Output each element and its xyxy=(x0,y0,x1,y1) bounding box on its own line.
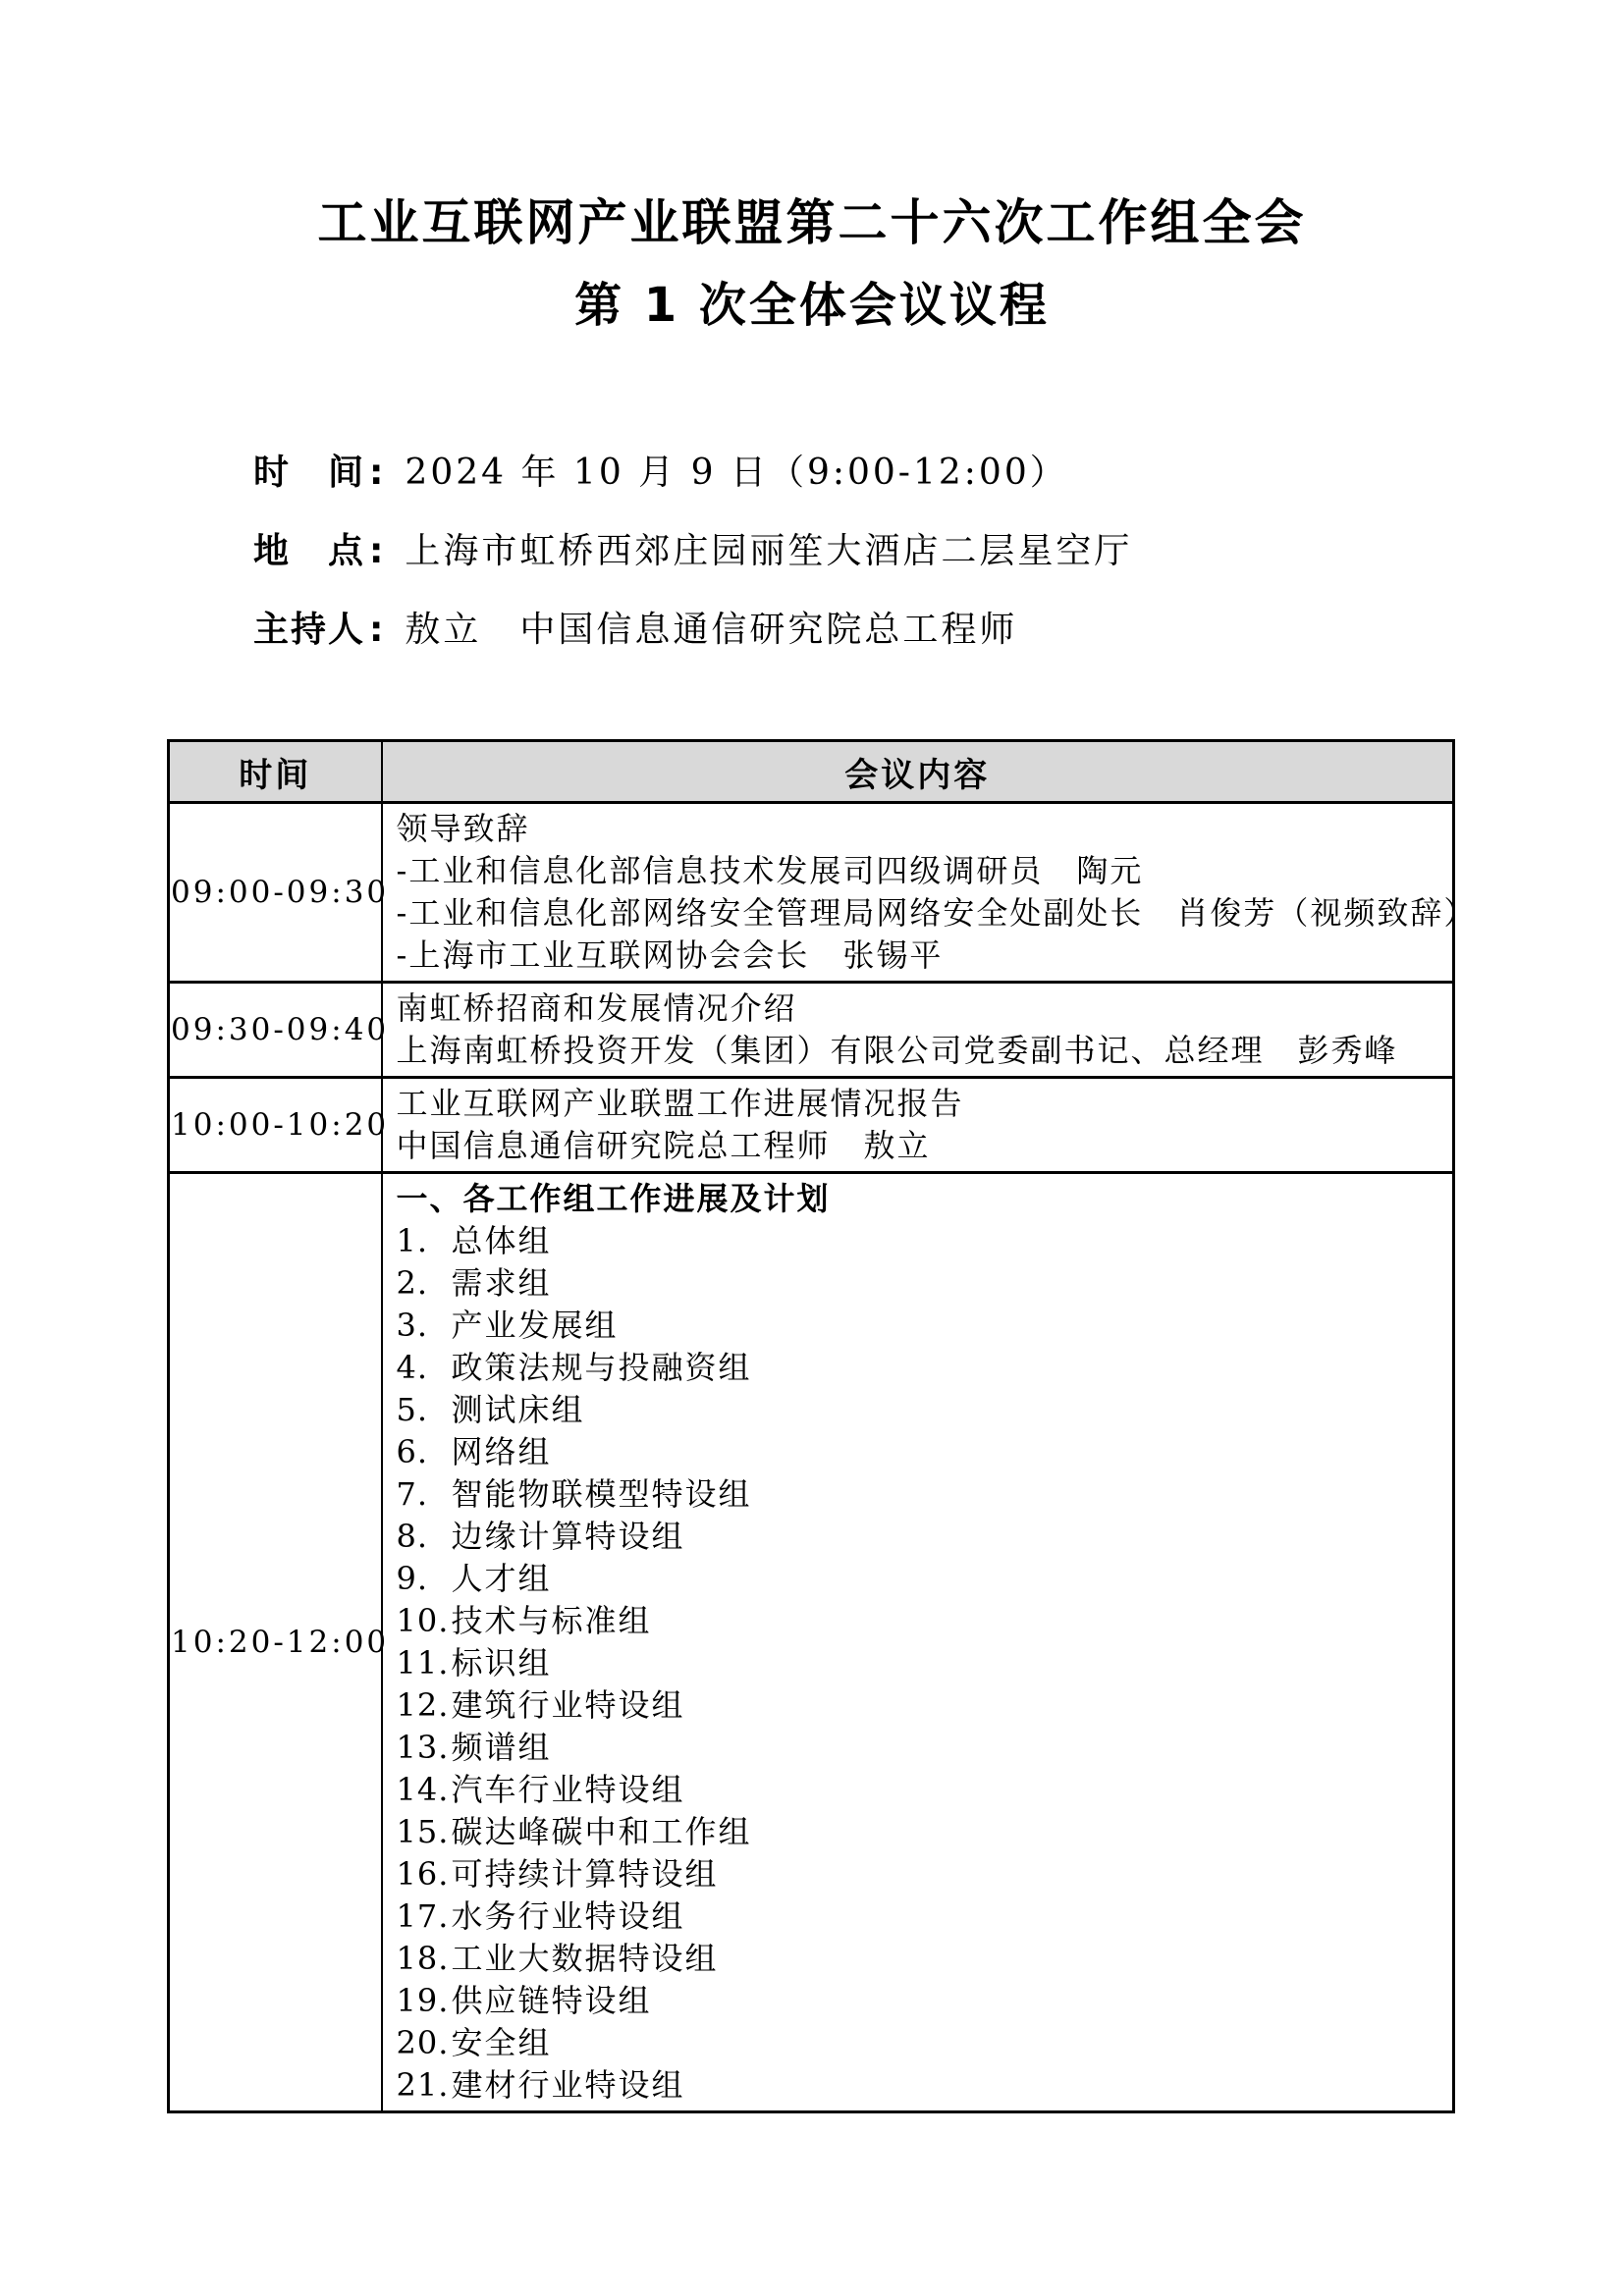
list-item xyxy=(397,1853,1443,1896)
meeting-info xyxy=(253,450,1132,685)
info-label-time: 时 间 xyxy=(253,453,366,493)
agenda-body xyxy=(169,803,1478,2112)
content-line: 工业互联网产业联盟工作进展情况报告 xyxy=(396,1085,964,1122)
list-item-number: 2. xyxy=(396,1264,429,1302)
document-title xyxy=(0,192,1624,334)
list-item-text: 供应链特设组 xyxy=(451,1982,652,2019)
time-cell: 09:00-09:30 xyxy=(169,803,382,983)
list-item-text: 安全组 xyxy=(451,2024,552,2061)
list-item-text: 水务行业特设组 xyxy=(451,1897,685,1935)
list-item-text: 建筑行业特设组 xyxy=(451,1686,685,1724)
list-item xyxy=(397,1811,1443,1853)
info-row-venue xyxy=(253,528,1132,575)
list-item xyxy=(397,1431,1443,1473)
info-label-venue: 地 点 xyxy=(253,531,366,571)
list-item xyxy=(397,1600,1443,1642)
list-item xyxy=(397,2064,1443,2107)
header-time: 时间 xyxy=(169,741,382,803)
list-item xyxy=(397,1516,1443,1558)
list-item-text: 网络组 xyxy=(451,1433,552,1470)
info-value-time: 2024 年 10 月 9 日（9:00-12:00） xyxy=(405,453,1068,493)
list-item xyxy=(397,2022,1443,2064)
list-item-number: 6. xyxy=(396,1433,429,1470)
list-item-number: 20. xyxy=(396,2024,450,2061)
content-line: -工业和信息化部网络安全管理局网络安全处副处长 肖俊芳（视频致辞） xyxy=(396,894,1478,932)
content-line: 南虹桥招商和发展情况介绍 xyxy=(396,989,797,1027)
list-item-number: 18. xyxy=(396,1940,450,1977)
info-colon-host: : xyxy=(369,610,384,650)
list-item-number: 17. xyxy=(396,1897,450,1935)
list-item xyxy=(397,1980,1443,2022)
content-line: -上海市工业互联网协会会长 张锡平 xyxy=(396,936,944,974)
list-item-text: 智能物联模型特设组 xyxy=(451,1475,752,1513)
list-item xyxy=(397,1473,1443,1516)
content-cell xyxy=(382,1173,1454,2112)
list-item-text: 边缘计算特设组 xyxy=(451,1518,685,1555)
content-cell xyxy=(382,1078,1454,1173)
agenda-row xyxy=(169,1078,1454,1173)
list-item xyxy=(397,1727,1443,1769)
list-item xyxy=(397,1896,1443,1938)
agenda-header-row xyxy=(169,741,1454,803)
content-line: 上海南虹桥投资开发（集团）有限公司党委副书记、总经理 彭秀峰 xyxy=(396,1032,1398,1069)
content-line: -工业和信息化部信息技术发展司四级调研员 陶元 xyxy=(396,852,1144,889)
title-line-2: 第 1 次全体会议议程 xyxy=(574,278,1050,333)
time-cell: 10:20-12:00 xyxy=(169,1173,382,2112)
time-cell: 10:00-10:20 xyxy=(169,1078,382,1173)
list-item-number: 4. xyxy=(396,1349,429,1386)
list-item-text: 产业发展组 xyxy=(451,1307,619,1344)
agenda-row xyxy=(169,1173,1454,2112)
list-item-text: 建材行业特设组 xyxy=(451,2066,685,2104)
list-item-number: 10. xyxy=(396,1602,450,1639)
list-item-text: 技术与标准组 xyxy=(451,1602,652,1639)
list-item-text: 总体组 xyxy=(451,1222,552,1259)
list-item-text: 工业大数据特设组 xyxy=(451,1940,719,1977)
content-line: 中国信息通信研究院总工程师 敖立 xyxy=(396,1127,931,1164)
list-item-number: 8. xyxy=(396,1518,429,1555)
section-heading: 一、各工作组工作进展及计划 xyxy=(396,1180,831,1217)
list-item-number: 9. xyxy=(396,1560,429,1597)
content-cell xyxy=(382,803,1478,983)
list-item xyxy=(397,1642,1443,1684)
list-item xyxy=(397,1769,1443,1811)
list-item xyxy=(397,1684,1443,1727)
list-item-number: 12. xyxy=(396,1686,450,1724)
list-item-number: 11. xyxy=(396,1644,450,1682)
info-row-time xyxy=(253,450,1132,497)
list-item-text: 人才组 xyxy=(451,1560,552,1597)
list-item-text: 碳达峰碳中和工作组 xyxy=(451,1813,752,1850)
list-item-number: 19. xyxy=(396,1982,450,2019)
list-item-text: 汽车行业特设组 xyxy=(451,1771,685,1808)
list-item-number: 21. xyxy=(396,2066,450,2104)
list-item-number: 7. xyxy=(396,1475,429,1513)
list-item xyxy=(397,1220,1443,1262)
list-item xyxy=(397,1558,1443,1600)
list-item xyxy=(397,1262,1443,1305)
list-item-number: 15. xyxy=(396,1813,450,1850)
info-colon-time: : xyxy=(369,453,384,493)
list-item-number: 1. xyxy=(396,1222,429,1259)
info-value-venue: 上海市虹桥西郊庄园丽笙大酒店二层星空厅 xyxy=(405,531,1133,571)
list-item-text: 测试床组 xyxy=(451,1391,585,1428)
list-item-text: 需求组 xyxy=(451,1264,552,1302)
info-label-host: 主持人 xyxy=(253,610,366,650)
list-item-text: 政策法规与投融资组 xyxy=(451,1349,752,1386)
info-colon-venue: : xyxy=(369,531,384,571)
agenda-row xyxy=(169,803,1454,983)
info-row-host xyxy=(253,607,1132,654)
list-item xyxy=(397,1305,1443,1347)
list-item-text: 标识组 xyxy=(451,1644,552,1682)
agenda-table xyxy=(167,739,1478,2113)
list-item xyxy=(397,1938,1443,1980)
list-item-number: 3. xyxy=(396,1307,429,1344)
list-item-text: 可持续计算特设组 xyxy=(451,1855,719,1893)
list-item-number: 14. xyxy=(396,1771,450,1808)
content-cell xyxy=(382,983,1454,1078)
time-cell: 09:30-09:40 xyxy=(169,983,382,1078)
list-item-number: 5. xyxy=(396,1391,429,1428)
list-item-text: 频谱组 xyxy=(451,1729,552,1766)
list-item-number: 13. xyxy=(396,1729,450,1766)
list-item-number: 16. xyxy=(396,1855,450,1893)
content-line: 领导致辞 xyxy=(396,810,530,847)
list-item xyxy=(397,1347,1443,1389)
title-line-1: 工业互联网产业联盟第二十六次工作组全会 xyxy=(317,194,1307,251)
info-value-host: 敖立 中国信息通信研究院总工程师 xyxy=(405,610,1018,650)
list-item xyxy=(397,1389,1443,1431)
agenda-row xyxy=(169,983,1454,1078)
header-content: 会议内容 xyxy=(382,741,1454,803)
